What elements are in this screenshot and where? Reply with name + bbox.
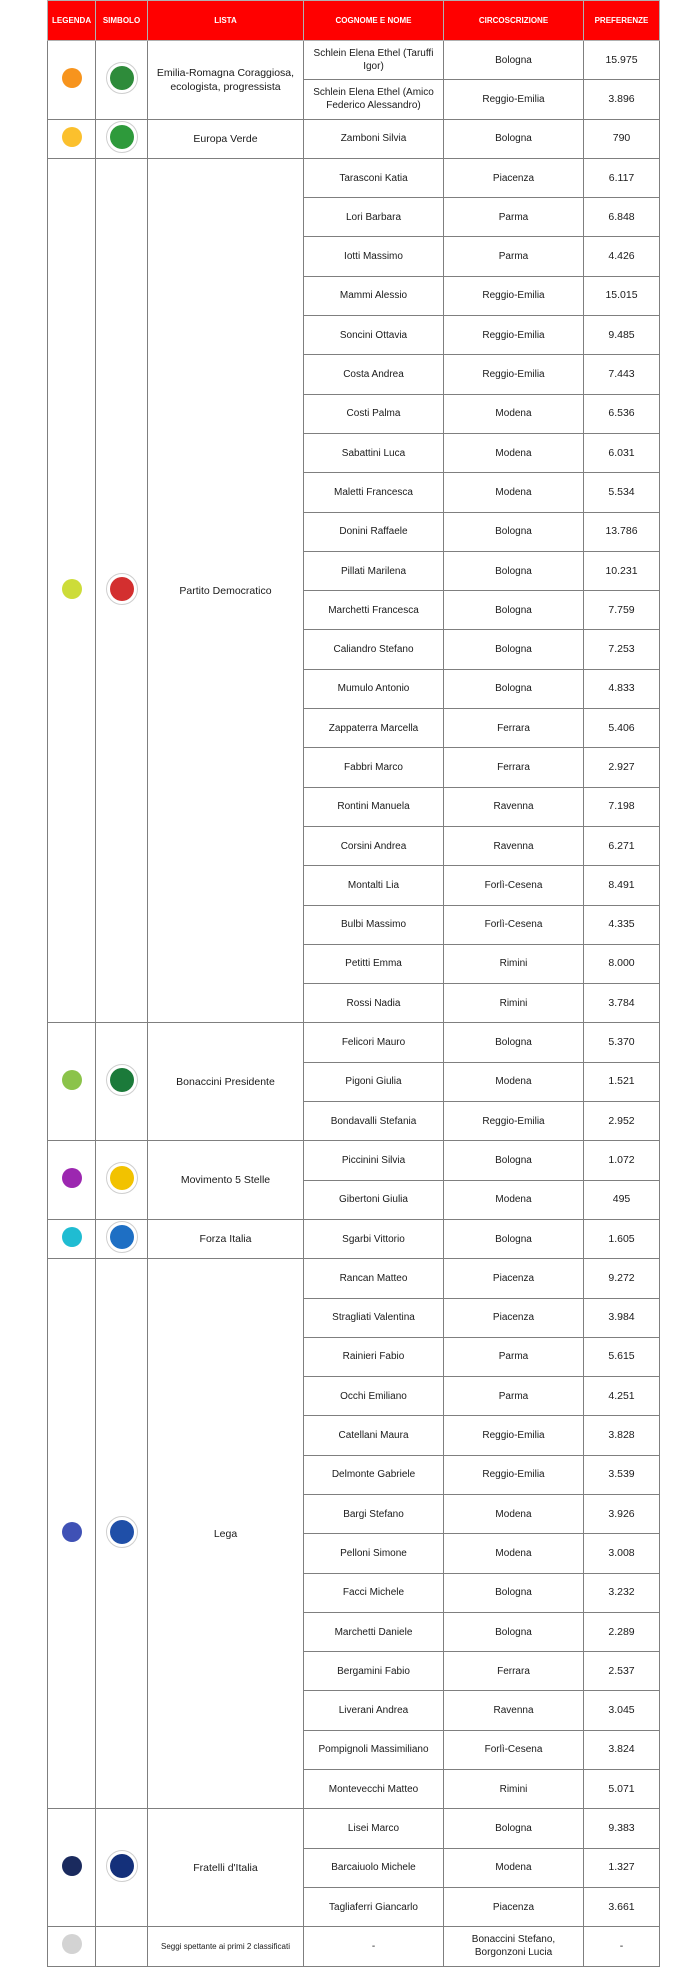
candidate-name: Donini Raffaele [304, 512, 444, 551]
constituency: Modena [444, 1062, 584, 1101]
constituency: Parma [444, 198, 584, 237]
legend-dot-icon [62, 127, 82, 147]
constituency: Bologna [444, 551, 584, 590]
preference-count: 3.984 [584, 1298, 660, 1337]
preference-count: 7.198 [584, 787, 660, 826]
candidate-name: Zappaterra Marcella [304, 709, 444, 748]
candidate-name: Montalti Lia [304, 866, 444, 905]
preference-count: 6.536 [584, 394, 660, 433]
constituency: Piacenza [444, 1298, 584, 1337]
constituency: Reggio-Emilia [444, 355, 584, 394]
candidate-name: Occhi Emiliano [304, 1377, 444, 1416]
constituency: Modena [444, 1494, 584, 1533]
symbol-cell [96, 41, 148, 120]
candidate-name: Tarasconi Katia [304, 158, 444, 197]
list-name: Emilia-Romagna Coraggiosa, ecologista, progressista [148, 41, 304, 120]
table-row [48, 1259, 660, 1298]
forza-italia-logo-icon [106, 1221, 138, 1253]
candidate-name: Sabattini Luca [304, 433, 444, 472]
legend-cell [48, 1259, 96, 1809]
candidate-name: Sgarbi Vittorio [304, 1219, 444, 1258]
constituency: Bologna [444, 669, 584, 708]
legend-cell [48, 41, 96, 120]
table-body [48, 41, 660, 1967]
preference-count: 3.784 [584, 984, 660, 1023]
symbol-cell [96, 1219, 148, 1258]
candidate-name: Soncini Ottavia [304, 316, 444, 355]
candidate-name: Bargi Stefano [304, 1494, 444, 1533]
constituency: Bologna [444, 1809, 584, 1848]
constituency: Parma [444, 237, 584, 276]
preference-count: 790 [584, 119, 660, 158]
table-row [48, 1023, 660, 1062]
candidate-name: Costa Andrea [304, 355, 444, 394]
candidate-name: Rainieri Fabio [304, 1337, 444, 1376]
preference-count: 4.335 [584, 905, 660, 944]
candidate-name: Felicori Mauro [304, 1023, 444, 1062]
lega-logo-icon [106, 1516, 138, 1548]
constituency: Bonaccini Stefano, Borgonzoni Lucia [444, 1927, 584, 1966]
preference-count: 3.824 [584, 1730, 660, 1769]
symbol-cell [96, 1927, 148, 1966]
table-row [48, 1219, 660, 1258]
preference-count: 5.406 [584, 709, 660, 748]
constituency: Modena [444, 473, 584, 512]
header-preferenze: PREFERENZE [584, 1, 660, 41]
constituency: Reggio-Emilia [444, 1455, 584, 1494]
candidate-name: Piccinini Silvia [304, 1141, 444, 1180]
constituency: Bologna [444, 1612, 584, 1651]
constituency: Ferrara [444, 1652, 584, 1691]
legend-cell [48, 1927, 96, 1966]
header-row [48, 1, 660, 41]
symbol-cell [96, 158, 148, 1023]
preference-count: 9.272 [584, 1259, 660, 1298]
constituency: Piacenza [444, 158, 584, 197]
constituency: Piacenza [444, 1887, 584, 1926]
preference-count: 5.534 [584, 473, 660, 512]
preference-count: 10.231 [584, 551, 660, 590]
constituency: Reggio-Emilia [444, 1416, 584, 1455]
preference-count: 9.383 [584, 1809, 660, 1848]
preference-count: 9.485 [584, 316, 660, 355]
constituency: Reggio-Emilia [444, 80, 584, 119]
constituency: Bologna [444, 119, 584, 158]
candidate-name: Pigoni Giulia [304, 1062, 444, 1101]
constituency: Rimini [444, 944, 584, 983]
candidate-name: Bondavalli Stefania [304, 1102, 444, 1141]
legend-cell [48, 1141, 96, 1220]
candidate-name: Rossi Nadia [304, 984, 444, 1023]
preference-count: 3.661 [584, 1887, 660, 1926]
preference-count: 6.031 [584, 433, 660, 472]
header-lista: LISTA [148, 1, 304, 41]
candidate-name: Pompignoli Massimiliano [304, 1730, 444, 1769]
candidate-name: Zamboni Silvia [304, 119, 444, 158]
legend-cell [48, 119, 96, 158]
constituency: Ravenna [444, 1691, 584, 1730]
legend-dot-icon [62, 68, 82, 88]
preference-count: 13.786 [584, 512, 660, 551]
constituency: Parma [444, 1337, 584, 1376]
constituency: Reggio-Emilia [444, 316, 584, 355]
list-name: Bonaccini Presidente [148, 1023, 304, 1141]
symbol-cell [96, 1809, 148, 1927]
constituency: Bologna [444, 1219, 584, 1258]
preference-count: 4.426 [584, 237, 660, 276]
legend-cell [48, 1809, 96, 1927]
candidate-name: Maletti Francesca [304, 473, 444, 512]
preference-count: 6.117 [584, 158, 660, 197]
constituency: Rimini [444, 1770, 584, 1809]
legend-cell [48, 158, 96, 1023]
preference-count: 1.521 [584, 1062, 660, 1101]
preference-count: 1.072 [584, 1141, 660, 1180]
candidate-name: Schlein Elena Ethel (Amico Federico Alessandro) [304, 80, 444, 119]
preference-count: 2.927 [584, 748, 660, 787]
constituency: Ravenna [444, 826, 584, 865]
constituency: Forlì-Cesena [444, 1730, 584, 1769]
legend-dot-icon [62, 579, 82, 599]
constituency: Ferrara [444, 748, 584, 787]
table-row [48, 119, 660, 158]
preference-count: 5.370 [584, 1023, 660, 1062]
candidate-name: Iotti Massimo [304, 237, 444, 276]
list-name: Europa Verde [148, 119, 304, 158]
header-circoscrizione: CIRCOSCRIZIONE [444, 1, 584, 41]
movimento-5-stelle-logo-icon [106, 1162, 138, 1194]
table-row [48, 1927, 660, 1966]
legend-cell [48, 1219, 96, 1258]
constituency: Bologna [444, 1141, 584, 1180]
preference-count: 5.615 [584, 1337, 660, 1376]
constituency: Reggio-Emilia [444, 1102, 584, 1141]
candidate-name: Liverani Andrea [304, 1691, 444, 1730]
header-simbolo: SIMBOLO [96, 1, 148, 41]
preference-count: 3.539 [584, 1455, 660, 1494]
preference-count: 15.015 [584, 276, 660, 315]
list-name: Forza Italia [148, 1219, 304, 1258]
legend-dot-icon [62, 1856, 82, 1876]
candidate-name: Gibertoni Giulia [304, 1180, 444, 1219]
symbol-cell [96, 119, 148, 158]
header-cognome-nome: COGNOME E NOME [304, 1, 444, 41]
preferences-table-container [47, 0, 659, 1967]
symbol-cell [96, 1141, 148, 1220]
partito-democratico-logo-icon [106, 573, 138, 605]
list-name: Movimento 5 Stelle [148, 1141, 304, 1220]
preference-count: 3.232 [584, 1573, 660, 1612]
candidate-name: Rontini Manuela [304, 787, 444, 826]
list-name: Fratelli d'Italia [148, 1809, 304, 1927]
preference-count: 2.537 [584, 1652, 660, 1691]
preference-count: 5.071 [584, 1770, 660, 1809]
symbol-cell [96, 1259, 148, 1809]
candidate-name: Caliandro Stefano [304, 630, 444, 669]
europa-verde-logo-icon [106, 121, 138, 153]
preference-count: 4.251 [584, 1377, 660, 1416]
preference-count: 7.759 [584, 591, 660, 630]
preference-count: 3.008 [584, 1534, 660, 1573]
candidate-name: Marchetti Francesca [304, 591, 444, 630]
preference-count: 8.000 [584, 944, 660, 983]
constituency: Bologna [444, 591, 584, 630]
constituency: Bologna [444, 1023, 584, 1062]
table-row [48, 158, 660, 197]
constituency: Bologna [444, 41, 584, 80]
preference-count: 8.491 [584, 866, 660, 905]
candidate-name: Bulbi Massimo [304, 905, 444, 944]
candidate-name: Tagliaferri Giancarlo [304, 1887, 444, 1926]
constituency: Forlì-Cesena [444, 905, 584, 944]
preference-count: 3.828 [584, 1416, 660, 1455]
candidate-name: Petitti Emma [304, 944, 444, 983]
candidate-name: Costi Palma [304, 394, 444, 433]
candidate-name: Schlein Elena Ethel (Taruffi Igor) [304, 41, 444, 80]
legend-cell [48, 1023, 96, 1141]
list-name: Lega [148, 1259, 304, 1809]
candidate-name: - [304, 1927, 444, 1966]
candidate-name: Pelloni Simone [304, 1534, 444, 1573]
preference-count: 4.833 [584, 669, 660, 708]
constituency: Bologna [444, 512, 584, 551]
preference-count: 6.848 [584, 198, 660, 237]
constituency: Bologna [444, 630, 584, 669]
candidate-name: Barcaiuolo Michele [304, 1848, 444, 1887]
constituency: Rimini [444, 984, 584, 1023]
list-name: Seggi spettante ai primi 2 classificati [148, 1927, 304, 1966]
constituency: Ravenna [444, 787, 584, 826]
candidate-name: Lisei Marco [304, 1809, 444, 1848]
preferences-table [47, 0, 660, 1967]
constituency: Modena [444, 1848, 584, 1887]
preference-count: 6.271 [584, 826, 660, 865]
legend-dot-icon [62, 1070, 82, 1090]
constituency: Modena [444, 1180, 584, 1219]
preference-count: 1.605 [584, 1219, 660, 1258]
table-row [48, 1141, 660, 1180]
candidate-name: Fabbri Marco [304, 748, 444, 787]
candidate-name: Facci Michele [304, 1573, 444, 1612]
candidate-name: Lori Barbara [304, 198, 444, 237]
legend-dot-icon [62, 1168, 82, 1188]
legend-dot-icon [62, 1934, 82, 1954]
preference-count: 1.327 [584, 1848, 660, 1887]
candidate-name: Delmonte Gabriele [304, 1455, 444, 1494]
candidate-name: Marchetti Daniele [304, 1612, 444, 1651]
table-row [48, 41, 660, 80]
list-name: Partito Democratico [148, 158, 304, 1023]
constituency: Modena [444, 433, 584, 472]
candidate-name: Bergamini Fabio [304, 1652, 444, 1691]
constituency: Modena [444, 394, 584, 433]
constituency: Parma [444, 1377, 584, 1416]
constituency: Piacenza [444, 1259, 584, 1298]
candidate-name: Rancan Matteo [304, 1259, 444, 1298]
symbol-cell [96, 1023, 148, 1141]
preference-count: 15.975 [584, 41, 660, 80]
preference-count: 495 [584, 1180, 660, 1219]
header-legenda: LEGENDA [48, 1, 96, 41]
fratelli-d-italia-logo-icon [106, 1850, 138, 1882]
emilia-romagna-coraggiosa-logo-icon [106, 62, 138, 94]
legend-dot-icon [62, 1227, 82, 1247]
candidate-name: Stragliati Valentina [304, 1298, 444, 1337]
preference-count: - [584, 1927, 660, 1966]
constituency: Ferrara [444, 709, 584, 748]
constituency: Bologna [444, 1573, 584, 1612]
candidate-name: Corsini Andrea [304, 826, 444, 865]
candidate-name: Pillati Marilena [304, 551, 444, 590]
candidate-name: Montevecchi Matteo [304, 1770, 444, 1809]
candidate-name: Mammi Alessio [304, 276, 444, 315]
bonaccini-presidente-logo-icon [106, 1064, 138, 1096]
constituency: Forlì-Cesena [444, 866, 584, 905]
table-row [48, 1809, 660, 1848]
legend-dot-icon [62, 1522, 82, 1542]
candidate-name: Mumulo Antonio [304, 669, 444, 708]
constituency: Modena [444, 1534, 584, 1573]
candidate-name: Catellani Maura [304, 1416, 444, 1455]
constituency: Reggio-Emilia [444, 276, 584, 315]
preference-count: 7.253 [584, 630, 660, 669]
preference-count: 7.443 [584, 355, 660, 394]
preference-count: 3.926 [584, 1494, 660, 1533]
preference-count: 3.045 [584, 1691, 660, 1730]
preference-count: 3.896 [584, 80, 660, 119]
preference-count: 2.289 [584, 1612, 660, 1651]
preference-count: 2.952 [584, 1102, 660, 1141]
